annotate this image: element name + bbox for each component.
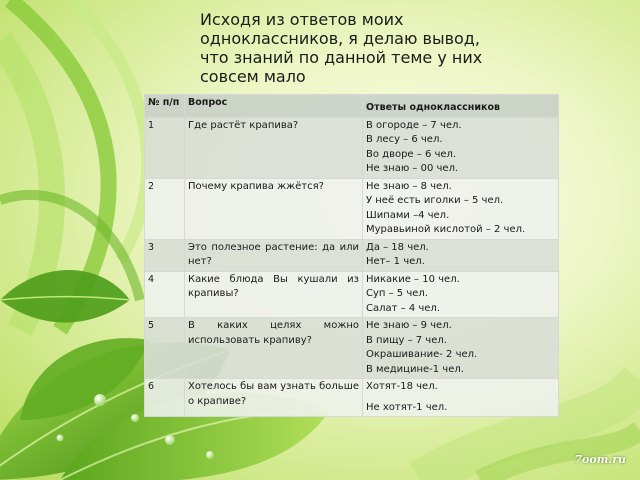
row-answers: [363, 239, 559, 271]
answer-line: Муравьиной кислотой – 2 чел.: [366, 224, 526, 235]
table-row: [145, 239, 559, 271]
table-row: [145, 379, 559, 417]
row-num: 5: [145, 318, 185, 379]
row-answers: [363, 271, 559, 318]
header-answers: Ответы одноклассников: [363, 95, 559, 118]
answer-line: Нет– 1 чел.: [366, 256, 425, 267]
row-num: 4: [145, 271, 185, 318]
row-question: В каких целях можно использовать крапиву?: [185, 318, 363, 379]
watermark-logo: 7oom.ru: [574, 453, 626, 466]
answer-line: У неё есть иголки – 5 чел.: [366, 195, 504, 206]
row-question: Какие блюда Вы кушали из крапивы?: [185, 271, 363, 318]
row-answers: [363, 178, 559, 239]
answer-line: Шипами –4 чел.: [366, 209, 450, 221]
answer-line: Не знаю – 00 чел.: [366, 163, 459, 174]
row-answers: [363, 318, 559, 379]
answer-line: Да – 18 чел.: [366, 241, 429, 253]
table-header-row: [145, 95, 559, 118]
answer-line: В лесу – 6 чел.: [366, 134, 443, 145]
row-answers: [363, 117, 559, 178]
answer-line: Не знаю – 8 чел.: [366, 180, 452, 192]
answer-line: В медицине-1 чел.: [366, 363, 464, 375]
row-question: Это полезное растение: да или нет?: [185, 239, 363, 271]
row-question: Где растёт крапива?: [185, 117, 363, 178]
answer-line: Хотят-18 чел.: [366, 381, 438, 392]
header-num: № п/п: [145, 95, 185, 118]
answer-line: В пищу – 7 чел.: [366, 334, 447, 346]
table-row: [145, 178, 559, 239]
row-num: 6: [145, 379, 185, 417]
answer-line: Салат – 4 чел.: [366, 302, 440, 314]
answer-line: Во дворе – 6 чел.: [366, 148, 457, 160]
answer-line: Суп – 5 чел.: [366, 288, 428, 299]
survey-table: [144, 94, 559, 417]
table-row: [145, 318, 559, 379]
row-question: Хотелось бы вам узнать больше о крапиве?: [185, 379, 363, 417]
table-row: [145, 117, 559, 178]
row-num: 1: [145, 117, 185, 178]
answer-line: В огороде – 7 чел.: [366, 119, 462, 131]
row-question: Почему крапива жжётся?: [185, 178, 363, 239]
answer-line: Никакие – 10 чел.: [366, 273, 460, 285]
slide-heading: Исходя из ответов моих одноклассников, я делаю вывод, что знаний по данной теме у них совсем мало: [200, 10, 483, 86]
row-num: 2: [145, 178, 185, 239]
row-num: 3: [145, 239, 185, 271]
header-question: Вопрос: [185, 95, 363, 118]
answer-line: Не знаю – 9 чел.: [366, 320, 452, 331]
row-answers: [363, 379, 559, 417]
answer-line: Окрашивание- 2 чел.: [366, 349, 478, 360]
table-row: [145, 271, 559, 318]
answer-line: Не хотят-1 чел.: [366, 401, 448, 413]
